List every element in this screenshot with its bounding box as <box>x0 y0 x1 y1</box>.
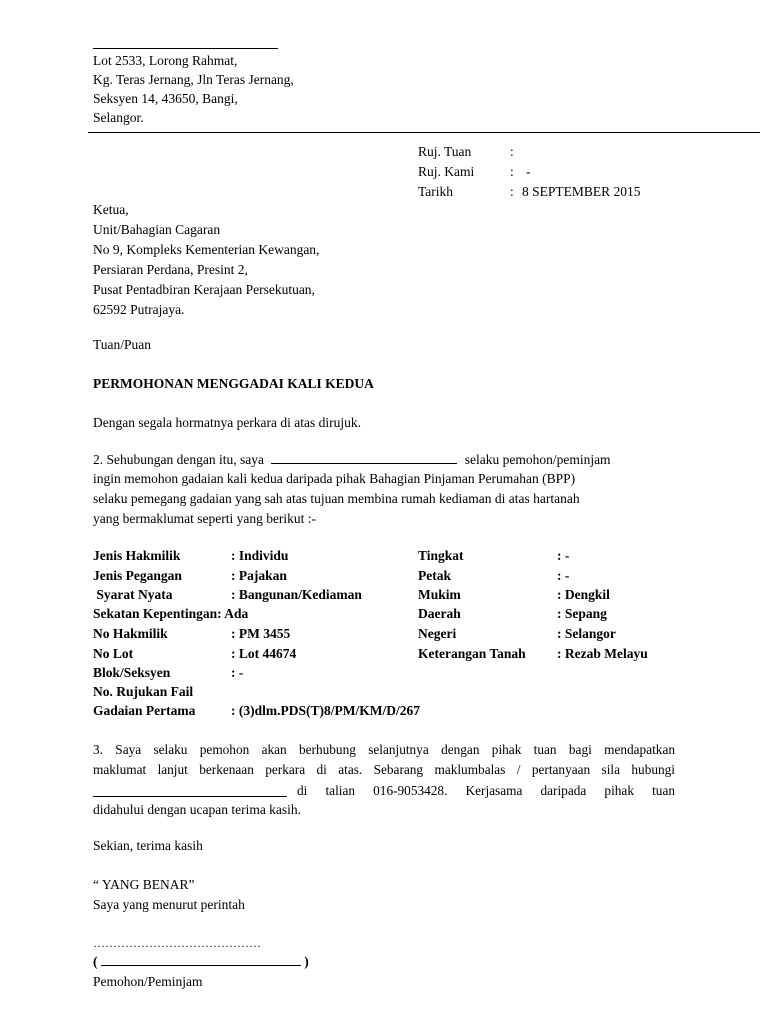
property-value: : - <box>557 548 570 563</box>
property-label: Sekatan Kepentingan: Ada <box>93 606 249 621</box>
recipient-line: No 9, Kompleks Kementerian Kewangan, <box>93 242 320 257</box>
recipient-line: Persiaran Perdana, Presint 2, <box>93 262 248 277</box>
property-value: : (3)dlm.PDS(T)8/PM/KM/D/267 <box>231 703 420 718</box>
name-close-paren: ) <box>304 954 309 969</box>
signatory-name-blank <box>101 953 301 966</box>
subject-heading: PERMOHONAN MENGGADAI KALI KEDUA <box>93 376 374 391</box>
ruj-tuan-separator: : <box>510 144 514 159</box>
recipient-line: Unit/Bahagian Cagaran <box>93 222 221 237</box>
closing: Sekian, terima kasih <box>93 838 203 853</box>
ruj-tuan-label: Ruj. Tuan <box>418 144 472 159</box>
property-value: : Selangor <box>557 626 616 641</box>
property-value: : Rezab Melayu <box>557 646 648 661</box>
name-open-paren: ( <box>93 954 98 969</box>
contact-name-blank <box>93 784 287 797</box>
paragraph-2-line: yang bermaklumat seperti yang berikut :- <box>93 511 317 526</box>
salutation: Tuan/Puan <box>93 337 152 352</box>
paragraph-2-line: selaku pemegang gadaian yang sah atas tujuan membina rumah kediaman di atas hartanah <box>93 491 580 506</box>
sender-address-line: Lot 2533, Lorong Rahmat, <box>93 53 238 68</box>
signature-dots: …………………………………… <box>93 936 261 950</box>
ruj-kami-value: - <box>526 164 531 179</box>
signatory-name-line <box>93 952 309 971</box>
property-value: : Lot 44674 <box>231 646 297 661</box>
sender-name-line <box>93 36 278 49</box>
sender-address-line: Seksyen 14, 43650, Bangi, <box>93 91 238 106</box>
signatory-title: Pemohon/Peminjam <box>93 974 203 989</box>
property-value: : Pajakan <box>231 568 287 583</box>
tarikh-label: Tarikh <box>418 184 454 199</box>
paragraph-2-prefix: 2. Sehubungan dengan itu, saya <box>93 452 264 467</box>
property-value: : Individu <box>231 548 289 563</box>
property-label: Mukim <box>418 587 461 602</box>
property-label: Gadaian Pertama <box>93 703 196 718</box>
paragraph-1: Dengan segala hormatnya perkara di atas dirujuk. <box>93 415 362 430</box>
ruj-kami-label: Ruj. Kami <box>418 164 475 179</box>
paragraph-3-line: maklumat lanjut berkenaan perkara di atas. Sebarang maklumbalas / pertanyaan sila hubungi <box>93 762 675 777</box>
paragraph-2-first-line <box>93 450 611 469</box>
property-label: Tingkat <box>418 548 464 563</box>
reference-block <box>418 142 718 202</box>
saya-yang-menurut-perintah: Saya yang menurut perintah <box>93 897 245 912</box>
tarikh-value: 8 SEPTEMBER 2015 <box>522 184 641 199</box>
property-label: No Lot <box>93 646 134 661</box>
property-label: Petak <box>418 568 451 583</box>
paragraph-3-line <box>93 780 675 800</box>
property-label: Daerah <box>418 606 461 621</box>
paragraph-2-body <box>93 469 580 529</box>
property-label: No Hakmilik <box>93 626 168 641</box>
applicant-name-blank <box>271 451 457 464</box>
sender-address <box>93 51 294 127</box>
paragraph-3 <box>93 740 675 820</box>
sender-address-line: Selangor. <box>93 110 144 125</box>
paragraph-2-suffix: selaku pemohon/peminjam <box>464 452 611 467</box>
recipient-line: Pusat Pentadbiran Kerajaan Persekutuan, <box>93 282 315 297</box>
property-label: Negeri <box>418 626 457 641</box>
ruj-kami-separator: : <box>510 164 514 179</box>
property-value: : Sepang <box>557 606 607 621</box>
property-value: : PM 3455 <box>231 626 291 641</box>
recipient-line: Ketua, <box>93 202 129 217</box>
property-label: Syarat Nyata <box>93 587 173 602</box>
property-label: Jenis Pegangan <box>93 568 182 583</box>
recipient-line: 62592 Putrajaya. <box>93 302 185 317</box>
property-label: Jenis Hakmilik <box>93 548 181 563</box>
sender-address-line: Kg. Teras Jernang, Jln Teras Jernang, <box>93 72 294 87</box>
property-value: : Bangunan/Kediaman <box>231 587 362 602</box>
paragraph-3-line: 3. Saya selaku pemohon akan berhubung selanjutnya dengan pihak tuan bagi mendapatkan <box>93 742 675 757</box>
property-label: Blok/Seksyen <box>93 665 171 680</box>
yang-benar: “ YANG BENAR” <box>93 877 195 892</box>
property-value: : Dengkil <box>557 587 610 602</box>
header-divider <box>88 132 760 133</box>
paragraph-3-line: didahului dengan ucapan terima kasih. <box>93 802 302 817</box>
paragraph-2-line: ingin memohon gadaian kali kedua daripada pihak Bahagian Pinjaman Perumahan (BPP) <box>93 471 576 486</box>
recipient-address <box>93 200 319 320</box>
property-label: Keterangan Tanah <box>418 646 526 661</box>
property-label: No. Rujukan Fail <box>93 684 194 699</box>
property-value: : - <box>231 665 244 680</box>
tarikh-separator: : <box>510 184 514 199</box>
paragraph-3-line-suffix: di talian 016-9053428. Kerjasama daripada pihak tuan <box>297 783 675 798</box>
property-value: : - <box>557 568 570 583</box>
